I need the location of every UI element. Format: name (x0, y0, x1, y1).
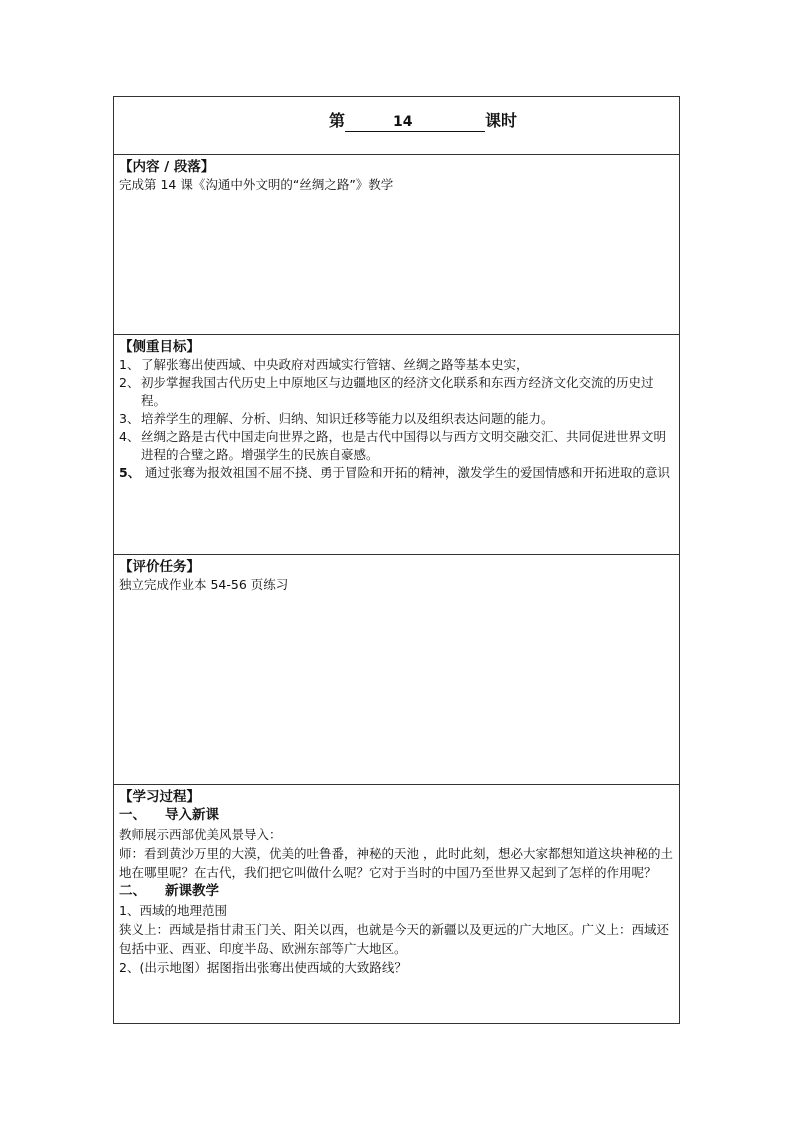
content-heading: 【内容 / 段落】 (119, 159, 215, 175)
process-heading: 【学习过程】 (119, 789, 200, 805)
process-row (114, 785, 679, 1023)
section-number: 二、 (119, 883, 146, 899)
goal-number: 4、 (119, 429, 140, 444)
point-1-text: 狭义上：西域是指甘肃玉门关、阳关以西，也就是今天的新疆以及更远的广大地区。广义上：西域还包括中亚、西亚、印度半岛、欧洲东部等广大地区。 (119, 922, 670, 956)
goal-text: 培养学生的理解、分析、归纳、知识迁移等能力以及组织表达问题的能力。 (141, 411, 554, 426)
point-1-title: 1、西域的地理范围 (119, 903, 227, 918)
goals-heading: 【侧重目标】 (119, 339, 200, 355)
lesson-plan-table (113, 96, 680, 1024)
goal-text: 初步掌握我国古代历史上中原地区与边疆地区的经济文化联系和东西方经济文化交流的历史过程。 (141, 375, 654, 408)
teacher-text: 师：看到黄沙万里的大漠，优美的吐鲁番，神秘的天池 ，此时此刻，想必大家都想知道这块神秘的土地在哪里呢？在古代，我们把它叫做什么呢？它对于当时的中国乃至世界又起到了怎样的作用呢？ (119, 846, 673, 880)
goal-item (119, 428, 674, 464)
goal-text: 通过张骞为报效祖国不屈不挠、勇于冒险和开拓的精神，激发学生的爱国情感和开拓进取的意识 (145, 465, 671, 480)
content-row (114, 155, 679, 335)
lesson-number: 14 (345, 113, 485, 132)
section-title: 新课教学 (165, 883, 219, 899)
goal-number: 1、 (119, 357, 140, 372)
goal-number: 2、 (119, 375, 140, 390)
section-number: 一、 (119, 807, 146, 823)
goal-number: 5、 (119, 465, 141, 480)
section-title: 导入新课 (165, 807, 219, 823)
goal-text: 丝绸之路是古代中国走向世界之路，也是古代中国得以与西方文明交融交汇、共同促进世界文明进程的合璧之路。增强学生的民族自豪感。 (141, 429, 667, 462)
goal-item (119, 374, 674, 410)
lesson-title-prefix: 第 (329, 111, 346, 130)
goal-item (119, 410, 674, 428)
goals-row (114, 335, 679, 555)
goal-text: 了解张骞出使西域、中央政府对西域实行管辖、丝绸之路等基本史实， (141, 357, 529, 372)
intro-text: 教师展示西部优美风景导入： (119, 827, 282, 842)
evaluation-row (114, 555, 679, 785)
point-2-title: 2、(出示地图）据图指出张骞出使西域的大致路线？ (119, 960, 407, 975)
section-heading-new-lesson (119, 882, 674, 901)
lesson-header-row (114, 97, 679, 155)
lesson-title-suffix: 课时 (485, 111, 518, 130)
evaluation-heading: 【评价任务】 (119, 559, 200, 575)
goal-item (119, 464, 674, 482)
content-text: 完成第 14 课《沟通中外文明的“丝绸之路”》教学 (119, 177, 394, 192)
goal-item (119, 356, 674, 374)
lesson-title (329, 108, 517, 132)
section-heading-intro (119, 806, 674, 825)
evaluation-text: 独立完成作业本 54-56 页练习 (119, 577, 289, 592)
goal-number: 3、 (119, 411, 140, 426)
